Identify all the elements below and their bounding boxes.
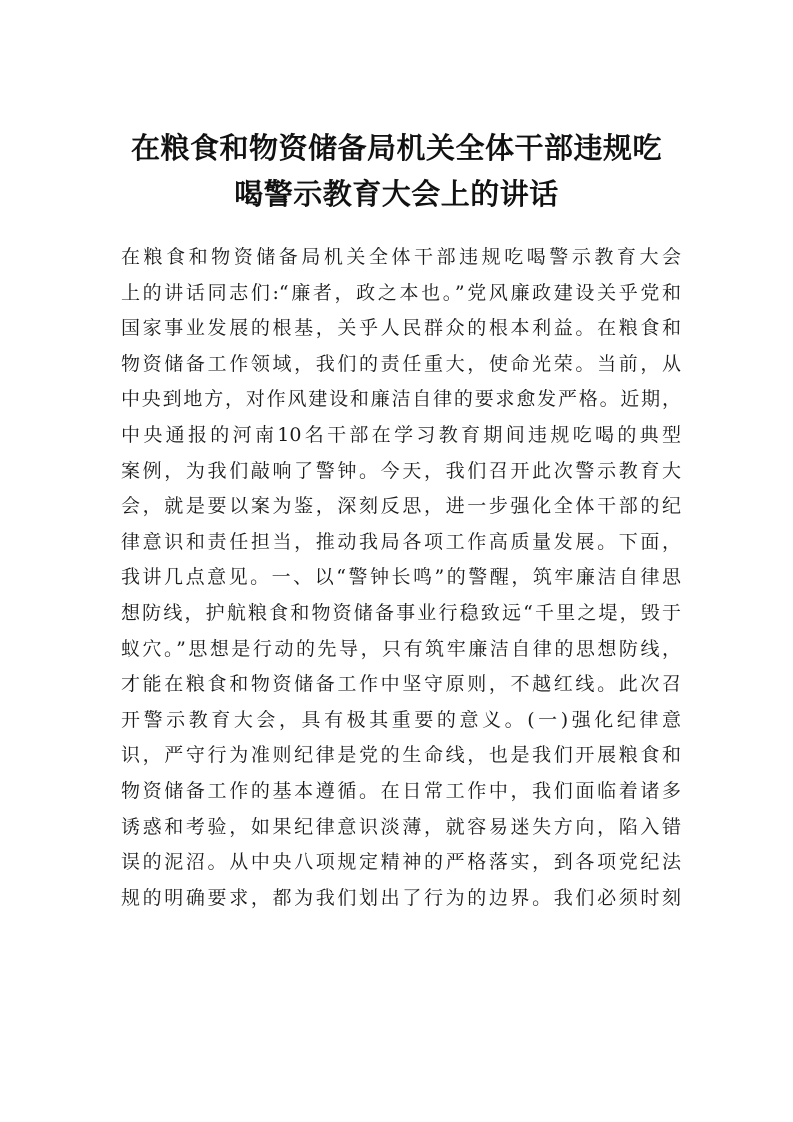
- body-line: 物资储备工作领域，我们的责任重大，使命光荣。当前，从: [121, 352, 681, 375]
- document-title-line-1: 在粮食和物资储备局机关全体干部违规吃: [130, 131, 662, 165]
- body-line: 国家事业发展的根基，关乎人民群众的根本利益。在粮食和: [121, 317, 681, 340]
- document-body: [121, 240, 681, 916]
- body-line: 在粮食和物资储备局机关全体干部违规吃喝警示教育大会: [121, 246, 681, 268]
- body-line: 开警示教育大会，具有极其重要的意义。(一)强化纪律意: [121, 708, 681, 731]
- body-line: 诱惑和考验，如果纪律意识淡薄，就容易迷失方向，陷入错: [121, 815, 681, 838]
- body-line: 想防线，护航粮食和物资储备事业行稳致远“千里之堤，毁于: [121, 601, 681, 624]
- body-line: 规的明确要求，都为我们划出了行为的边界。我们必须时刻: [121, 886, 681, 909]
- body-line: 中央通报的河南10名干部在学习教育期间违规吃喝的典型: [121, 423, 681, 446]
- body-line: 案例，为我们敲响了警钟。今天，我们召开此次警示教育大: [121, 459, 681, 482]
- body-line: 我讲几点意见。一、以“警钟长鸣”的警醒，筑牢廉洁自律思: [121, 566, 681, 589]
- body-line: 蚁穴。”思想是行动的先导，只有筑牢廉洁自律的思想防线，: [121, 637, 681, 660]
- body-line: 上的讲话同志们:“廉者，政之本也。”党风廉政建设关乎党和: [121, 281, 681, 304]
- document-title-line-2: 喝警示教育大会上的讲话: [234, 177, 559, 211]
- body-line: 物资储备工作的基本遵循。在日常工作中，我们面临着诸多: [121, 779, 681, 802]
- body-line: 中央到地方，对作风建设和廉洁自律的要求愈发严格。近期，: [121, 388, 681, 411]
- body-line: 才能在粮食和物资储备工作中坚守原则，不越红线。此次召: [121, 673, 681, 696]
- body-line: 误的泥沼。从中央八项规定精神的严格落实，到各项党纪法: [121, 851, 681, 874]
- body-line: 识，严守行为准则纪律是党的生命线，也是我们开展粮食和: [121, 744, 681, 767]
- body-line: 律意识和责任担当，推动我局各项工作高质量发展。下面，: [121, 530, 681, 553]
- body-line: 会，就是要以案为鉴，深刻反思，进一步强化全体干部的纪: [121, 495, 681, 518]
